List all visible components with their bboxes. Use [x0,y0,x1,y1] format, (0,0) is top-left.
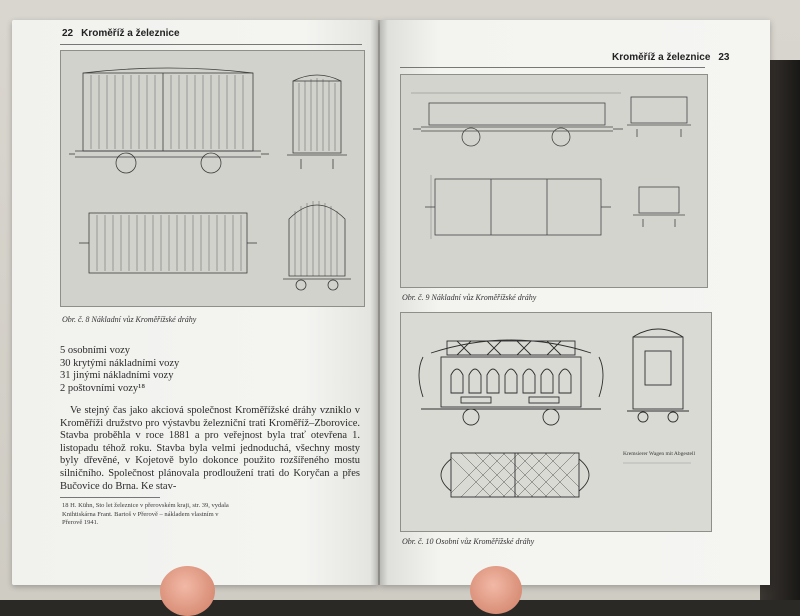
left-header-rule [60,44,362,45]
list-item: 31 jinými nákladními vozy [60,370,174,381]
list-item: 30 krytými nákladními vozy [60,357,180,369]
figure-8-freight-wagon-drawing [60,50,365,307]
body-paragraph [60,405,360,493]
footnote-rule [60,497,160,498]
figure-8-caption: Obr. č. 8 Nákladní vůz Kroměřížské dráhy [62,315,197,324]
paragraph-text: Ve stejný čas jako akciová společnost Kroměřížské dráhy vzniklo v Kroměříži družstvo pro výstavbu železniční trati Kroměříž–Zborovice. Stavba proběhla v roce 1881 a pro veřejnost byla trať otevřena 1. listopadu téhož roku. Stavba byla velmi jednoduchá, všechny mosty byly dřevěné, v Kojetově bylo dokonce použito rozšířeného mostu silničního. Společnost plánovala prodloužení trati do Koryčan a přes Bučovice do Brna. Ke stav- [60,405,360,492]
list-item: 5 osobními vozy [60,345,130,356]
rolling-stock-list [60,345,179,395]
left-page-number: 22 [62,28,74,39]
figure-10-caption: Obr. č. 10 Osobní vůz Kroměřížské dráhy [402,537,535,546]
figure-9-caption: Obr. č. 9 Nákladní vůz Kroměřížské dráhy [402,293,537,302]
passenger-car-drawing-svg [401,313,711,531]
right-thumb [470,566,522,614]
left-running-head [62,28,180,39]
right-running-head-title: Kroměříž a železnice [612,52,711,63]
footnote: 18 H. Kühn, Sto let železnice v přerovském kraji, str. 39, vydala Knihtiskárna Frant. Bartoš v Přerově – nákladem vlastním v Přerově 1941. [62,502,229,526]
figure-10-passenger-car-drawing [400,312,712,532]
open-wagon-drawing-svg [401,75,707,287]
right-header-rule [400,67,705,68]
book-gutter [370,20,388,585]
figure-10-inscription: Kremsierer Wagen mit Abgestell [623,451,696,457]
figure-9-freight-wagon-drawing [400,74,708,288]
left-thumb [160,566,215,616]
right-running-head [612,52,730,63]
left-running-head-title: Kroměříž a železnice [81,28,180,39]
list-item: 2 poštovními vozy¹⁸ [60,382,145,394]
right-page-number: 23 [718,52,730,63]
freight-wagon-drawing-svg [61,51,364,306]
